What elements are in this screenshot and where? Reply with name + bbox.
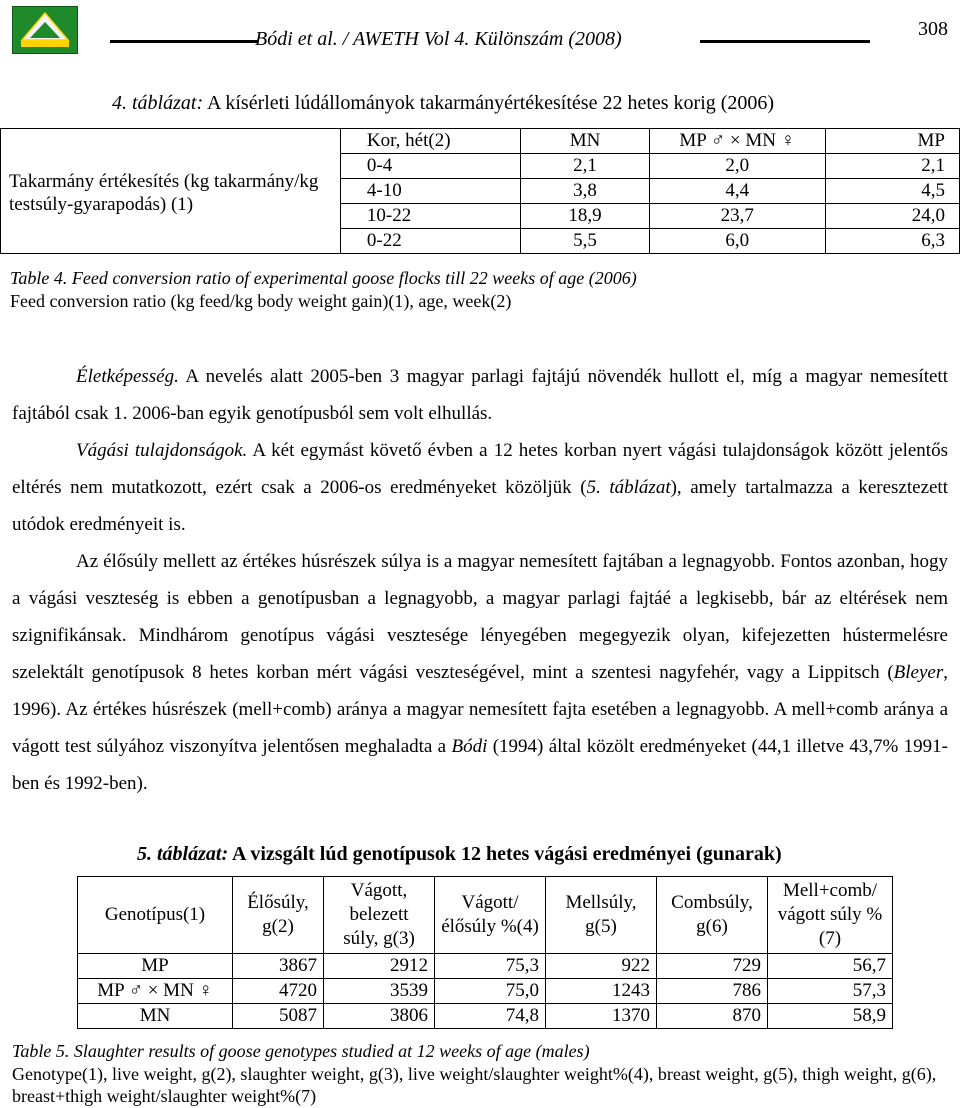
table5-cell: 1243 <box>546 979 657 1004</box>
table4-row-label: Takarmány értékesítés (kg takarmány/kg testsúly-gyarapodás) (1) <box>1 129 341 254</box>
journal-logo <box>12 6 78 54</box>
table5-legend-en: Genotype(1), live weight, g(2), slaughter weight, g(3), live weight/slaughter weight%(4), breast weight, g(5), thigh weight, g(6), breast+thigh weight/slaughter weight%(7) <box>12 1064 937 1106</box>
table5-cell: 56,7 <box>768 954 893 979</box>
table4-cell: 6,3 <box>825 229 959 254</box>
table5-header-cell: Vágott/ élősúly %(4) <box>435 877 546 954</box>
table5-cell: 786 <box>657 979 768 1004</box>
table5-cell: 3539 <box>324 979 435 1004</box>
table4-cell: 23,7 <box>649 204 825 229</box>
table4-cell: 2,1 <box>521 154 649 179</box>
header-rule-right <box>700 40 870 43</box>
table5-cell: 2912 <box>324 954 435 979</box>
table5-header-cell: Vágott, belezett súly, g(3) <box>324 877 435 954</box>
table5-title-prefix: 5. táblázat: <box>137 843 229 865</box>
table5-caption-en: Table 5. Slaughter results of goose genotypes studied at 12 weeks of age (males) <box>12 1041 590 1061</box>
table4 <box>0 128 960 254</box>
table5-header-cell: Combsúly, g(6) <box>657 877 768 954</box>
table4-cell: 10-22 <box>340 204 521 229</box>
citation-author: Bleyer <box>893 662 944 683</box>
table-row <box>78 1004 893 1029</box>
table5-genotype-cell: MN <box>78 1004 233 1029</box>
paragraph-lead: Vágási tulajdonságok. <box>76 440 248 461</box>
paragraph-lead: Életképesség. <box>76 366 179 387</box>
paragraph-text: A két egymást követő évben a 12 hetes korban nyert vágási tulajdonságok között jelentős eltérés nem mutatkozott, ezért csak a 2006-os eredményeket közöljük ( <box>12 440 948 498</box>
table4-cell: 3,8 <box>521 179 649 204</box>
table4-caption-en: Table 4. Feed conversion ratio of experimental goose flocks till 22 weeks of age (2006) <box>10 268 637 288</box>
table5-cell: 75,3 <box>435 954 546 979</box>
table5-genotype-cell: MP <box>78 954 233 979</box>
table4-cell: 0-4 <box>340 154 521 179</box>
running-header: Bódi et al. / AWETH Vol 4. Különszám (2008) <box>255 28 622 50</box>
table4-cell: 6,0 <box>649 229 825 254</box>
table5-title <box>137 843 782 866</box>
table4-title <box>112 92 774 115</box>
table4-cell: 24,0 <box>825 204 959 229</box>
table-row <box>78 954 893 979</box>
header-rule-left <box>110 40 258 43</box>
table5-cell: 4720 <box>233 979 324 1004</box>
table4-header-cell: MP <box>825 129 959 154</box>
table5-header-cell: Mellsúly, g(5) <box>546 877 657 954</box>
table4-cell: 4,5 <box>825 179 959 204</box>
citation-author: Bódi <box>451 736 488 757</box>
table5-cell: 75,0 <box>435 979 546 1004</box>
table5 <box>77 876 893 1029</box>
page-number: 308 <box>918 18 948 40</box>
table5-cell: 3806 <box>324 1004 435 1029</box>
table4-cell: 5,5 <box>521 229 649 254</box>
table4-header-cell: Kor, hét(2) <box>340 129 521 154</box>
table4-header-cell: MP ♂ × MN ♀ <box>649 129 825 154</box>
table5-cell: 922 <box>546 954 657 979</box>
table5-header-cell: Mell+comb/ vágott súly %(7) <box>768 877 893 954</box>
table5-header-cell: Élősúly, g(2) <box>233 877 324 954</box>
table4-header-cell: MN <box>521 129 649 154</box>
table-row <box>78 979 893 1004</box>
paragraph-text: ), amely tartalmazza a keresztezett utódok eredményeit is. <box>12 477 948 535</box>
paragraph-text: Az élősúly mellett az értékes húsrészek súlya is a magyar nemesített fajtában a legnagyobb. Fontos azonban, hogy a vágási veszteség is ebben a genotípusban a legnagyobb, a magyar parlagi fajtáé a legkisebb, bár az eltérések nem szignifikánsak. Mindhárom genotípus vágási vesztesége lényegében megegyezik olyan, kifejezetten hústermelésre szelektált genotípusok 8 hetes korban mért vágási veszteségével, mint a szentesi nagyfehér, vagy a Lippitsch ( <box>12 551 948 683</box>
table4-cell: 18,9 <box>521 204 649 229</box>
logo-emblem-icon <box>16 10 74 50</box>
table5-cell: 1370 <box>546 1004 657 1029</box>
table5-cell: 58,9 <box>768 1004 893 1029</box>
paragraph-text: A nevelés alatt 2005-ben 3 magyar parlagi fajtájú növendék hullott el, míg a magyar nemesített fajtából csak 1. 2006-ban egyik genotípusból sem volt elhullás. <box>12 366 948 424</box>
paragraph-results <box>12 543 948 802</box>
table5-cell: 57,3 <box>768 979 893 1004</box>
table5-cell: 74,8 <box>435 1004 546 1029</box>
table5-genotype-cell: MP ♂ × MN ♀ <box>78 979 233 1004</box>
table5-cell: 3867 <box>233 954 324 979</box>
table5-cell: 5087 <box>233 1004 324 1029</box>
table-row <box>1 129 960 154</box>
table5-cell: 870 <box>657 1004 768 1029</box>
paragraph-slaughter-traits <box>12 432 948 543</box>
table4-cell: 0-22 <box>340 229 521 254</box>
paragraph-viability <box>12 358 948 432</box>
table5-title-text: A vizsgált lúd genotípusok 12 hetes vágási eredményei (gunarak) <box>228 843 782 865</box>
table4-title-text: A kísérleti lúdállományok takarmányértékesítése 22 hetes korig (2006) <box>203 92 775 114</box>
table4-cell: 4-10 <box>340 179 521 204</box>
paragraph-text: , 1996). Az értékes húsrészek (mell+comb) aránya a magyar nemesített fajta esetében a legnagyobb. A mell+comb aránya a vágott test súlyához viszonyítva jelentősen meghaladta a <box>12 662 948 757</box>
table-header-row <box>78 877 893 954</box>
table4-cell: 2,0 <box>649 154 825 179</box>
table4-cell: 4,4 <box>649 179 825 204</box>
table4-title-prefix: 4. táblázat: <box>112 92 204 114</box>
table5-cell: 729 <box>657 954 768 979</box>
table-reference: 5. táblázat <box>586 477 671 498</box>
table4-cell: 2,1 <box>825 154 959 179</box>
paragraph-text: (1994) által közölt eredményeket (44,1 illetve 43,7% 1991-ben és 1992-ben). <box>12 736 948 794</box>
table4-legend-en: Feed conversion ratio (kg feed/kg body weight gain)(1), age, week(2) <box>10 291 512 311</box>
table5-header-cell: Genotípus(1) <box>78 877 233 954</box>
